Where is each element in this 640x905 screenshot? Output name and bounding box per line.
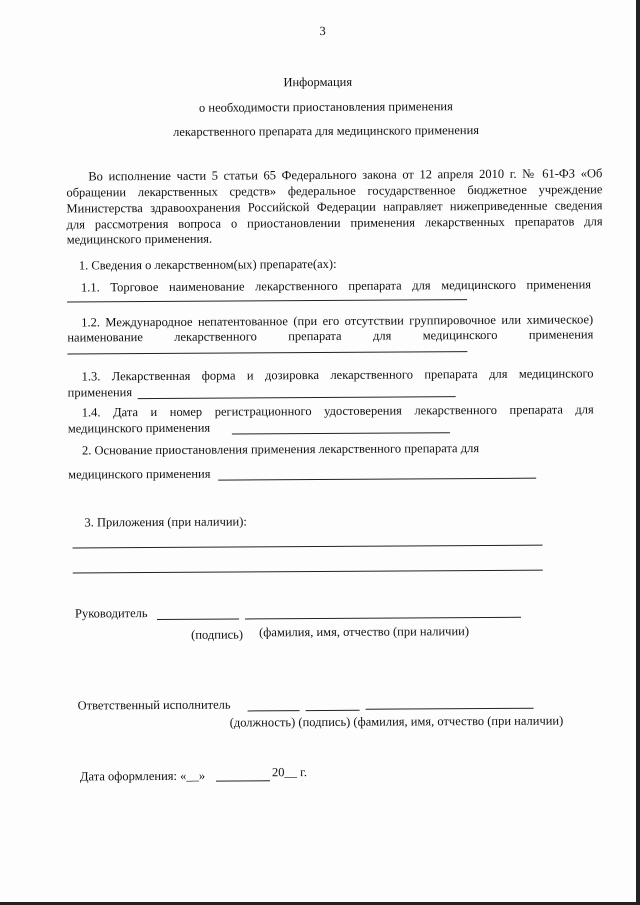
head-caption-name: (фамилия, имя, отчество (при наличии)	[259, 624, 470, 640]
section2-line-2: медицинского применения	[68, 466, 211, 482]
date-label: Дата оформления: «__»	[79, 768, 206, 784]
date-year: 20__ г.	[271, 765, 307, 780]
head-signature-line[interactable]	[157, 618, 239, 620]
section2-heading: 2. Основание приостановления применения лекарственного препарата для	[81, 441, 480, 458]
executor-signature-line[interactable]	[306, 710, 360, 711]
attachments-line-1[interactable]	[73, 545, 543, 549]
executor-label: Ответственный исполнитель	[77, 697, 231, 713]
scan-edge-right	[636, 0, 640, 905]
title-line-1: Информация	[283, 74, 353, 90]
section3-heading: 3. Приложения (при наличии):	[84, 514, 247, 530]
item-1-3-fill-line[interactable]	[138, 396, 456, 399]
head-name-line[interactable]	[245, 617, 521, 620]
item-1-4-line-1: 1.4. Дата и номер регистрационного удостоверения лекарственного препарата для	[81, 402, 594, 420]
section2-fill-line[interactable]	[218, 478, 536, 481]
item-1-3-line-2: применения	[67, 385, 133, 400]
item-1-2-line-1: 1.2. Международное непатентованное (при его отсутствии группировочное или химическое)	[81, 312, 594, 330]
item-1-2-fill-line[interactable]	[67, 351, 467, 354]
head-label: Руководитель	[74, 606, 148, 621]
section1-heading: 1. Сведения о лекарственном(ых) препарате(ах):	[78, 256, 337, 273]
intro-line-4: для рассмотрения вопроса о приостановлении применения лекарственных препаратов для	[66, 214, 603, 232]
item-1-2-line-2: наименование лекарственного препарата для медицинского применения	[67, 327, 594, 345]
date-month-line[interactable]	[216, 780, 270, 781]
item-1-4-fill-line[interactable]	[232, 432, 450, 434]
intro-line-1: Во исполнение части 5 статьи 65 Федерального закона от 12 апреля 2010 г. № 61-ФЗ «Об	[88, 166, 603, 184]
executor-caption: (должность) (подпись) (фамилия, имя, отчество (при наличии)	[229, 713, 564, 730]
head-caption-sign: (подпись)	[191, 627, 244, 642]
page-number: 3	[319, 23, 326, 38]
executor-name-line[interactable]	[366, 708, 534, 710]
intro-line-3: Министерства здравоохранения Российской Федерации направляет нижеприведенные сведения	[66, 198, 603, 216]
item-1-3-line-1: 1.3. Лекарственная форма и дозировка лекарственного препарата для медицинского	[81, 366, 594, 384]
title-line-2: о необходимости приостановления применения	[198, 99, 453, 115]
intro-line-5: медицинского применения.	[66, 231, 213, 247]
item-1-4-line-2: медицинского применения	[67, 420, 211, 436]
attachments-line-2[interactable]	[73, 570, 543, 574]
item-1-1-fill-line[interactable]	[67, 299, 467, 302]
executor-position-line[interactable]	[248, 710, 300, 711]
title-line-3: лекарственного препарата для медицинского применения	[173, 123, 480, 139]
intro-line-2: обращении лекарственных средств» федеральное государственное бюджетное учреждение	[66, 182, 603, 200]
item-1-1: 1.1. Торговое наименование лекарственного препарата для медицинского применения	[80, 277, 592, 295]
